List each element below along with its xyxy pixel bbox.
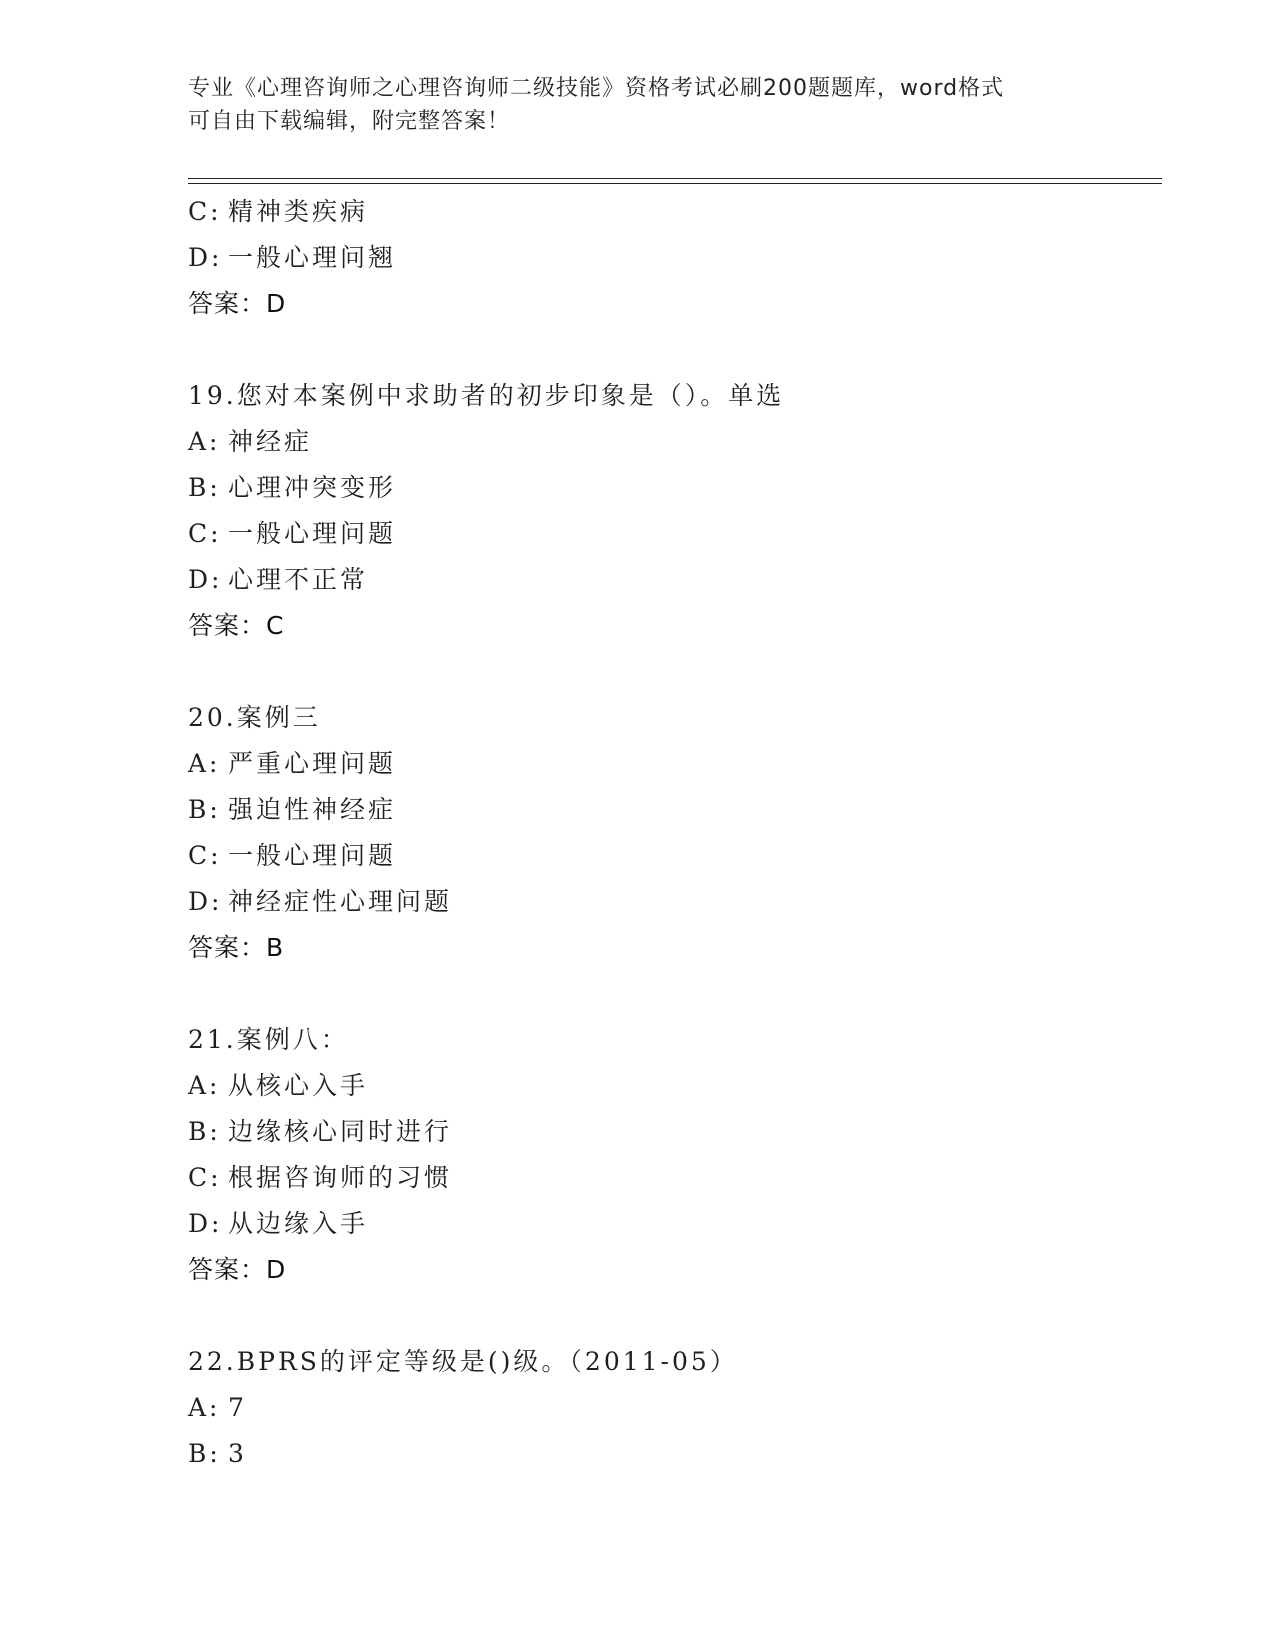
question-title: 21.案例八： <box>188 1025 349 1054</box>
option-row <box>188 787 1162 833</box>
answer-line: 答案：B <box>188 933 285 962</box>
answer-line: 答案：D <box>188 289 287 318</box>
option-row <box>188 189 1162 235</box>
option-label: B: <box>188 473 221 502</box>
option-text: 3 <box>228 1439 247 1468</box>
option-label: C: <box>188 519 222 548</box>
option-row <box>188 1201 1162 1247</box>
option-row <box>188 741 1162 787</box>
option-row <box>188 511 1162 557</box>
option-row <box>188 1109 1162 1155</box>
option-label: C: <box>188 197 222 226</box>
option-row <box>188 465 1162 511</box>
option-row <box>188 557 1162 603</box>
answer-line: 答案：C <box>188 611 285 640</box>
option-label: A: <box>188 427 221 456</box>
option-text: 边缘核心同时进行 <box>228 1117 453 1146</box>
option-text: 从边缘入手 <box>228 1209 369 1238</box>
option-row <box>188 1385 1162 1431</box>
header-line-2: 可自由下载编辑，附完整答案！ <box>188 109 511 134</box>
option-text: 神经症性心理问题 <box>228 887 453 916</box>
option-label: A: <box>188 749 221 778</box>
option-label: C: <box>188 1163 222 1192</box>
option-label: B: <box>188 1439 221 1468</box>
option-text: 一般心理问题 <box>228 841 397 870</box>
option-label: D: <box>188 887 223 916</box>
option-row <box>188 419 1162 465</box>
option-label: A: <box>188 1071 221 1100</box>
option-text: 7 <box>228 1393 247 1422</box>
option-row <box>188 1155 1162 1201</box>
option-text: 神经症 <box>228 427 313 456</box>
option-label: A: <box>188 1393 221 1422</box>
option-text: 强迫性神经症 <box>228 795 397 824</box>
option-row <box>188 833 1162 879</box>
option-label: D: <box>188 1209 223 1238</box>
option-label: B: <box>188 795 221 824</box>
header-divider-bottom <box>188 183 1162 184</box>
option-row <box>188 1063 1162 1109</box>
option-text: 根据咨询师的习惯 <box>228 1163 453 1192</box>
question-title: 22.BPRS的评定等级是()级。（2011-05） <box>188 1347 738 1376</box>
option-label: D: <box>188 565 223 594</box>
option-row <box>188 1431 1162 1477</box>
option-text: 一般心理问翘 <box>228 243 397 272</box>
option-text: 心理不正常 <box>228 565 369 594</box>
option-label: D: <box>188 243 223 272</box>
question-title: 19.您对本案例中求助者的初步印象是（）。单选 <box>188 381 785 410</box>
option-row <box>188 235 1162 281</box>
answer-line: 答案：D <box>188 1255 287 1284</box>
option-text: 精神类疾病 <box>228 197 369 226</box>
option-text: 严重心理问题 <box>228 749 397 778</box>
question-content <box>188 189 1162 1477</box>
option-text: 从核心入手 <box>228 1071 369 1100</box>
option-text: 一般心理问题 <box>228 519 397 548</box>
document-header <box>188 72 1088 138</box>
option-row <box>188 879 1162 925</box>
question-title: 20.案例三 <box>188 703 321 732</box>
option-label: C: <box>188 841 222 870</box>
option-text: 心理冲突变形 <box>228 473 397 502</box>
option-label: B: <box>188 1117 221 1146</box>
header-divider-top <box>188 178 1162 179</box>
header-line-1: 专业《心理咨询师之心理咨询师二级技能》资格考试必刷200题题库，word格式 <box>188 76 1005 101</box>
